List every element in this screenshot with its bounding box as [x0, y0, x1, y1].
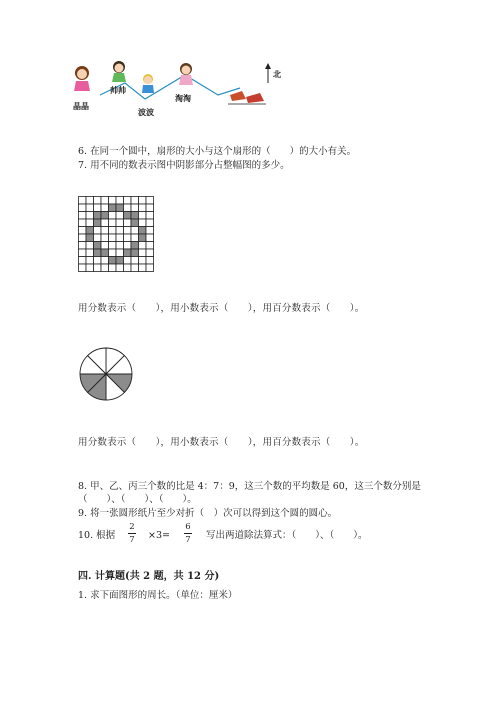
- grid-cell: [131, 204, 139, 212]
- grid-cell: [146, 257, 154, 265]
- shaded-circle-figure: [78, 346, 134, 402]
- grid-cell: [116, 197, 124, 205]
- grid-cell: [124, 249, 132, 257]
- grid-cell: [139, 242, 147, 250]
- grid-cell: [116, 249, 124, 257]
- grid-cell: [79, 264, 87, 272]
- grid-cell: [124, 219, 132, 227]
- fill-line-grid: 用分数表示（ ），用小数表示（ ），用百分数表示（ ）。: [78, 303, 365, 314]
- grid-cell: [101, 242, 109, 250]
- grid-cell: [109, 204, 117, 212]
- grid-cell: [109, 219, 117, 227]
- grid-cell: [101, 197, 109, 205]
- name-jingjing: 晶晶: [73, 101, 89, 111]
- question-9: 9. 将一张圆形纸片至少对折（ ）次可以得到这个圆的圆心。: [78, 508, 338, 519]
- grid-cell: [86, 212, 94, 220]
- grid-cell: [131, 242, 139, 250]
- grid-cell: [139, 249, 147, 257]
- grid-cell: [139, 264, 147, 272]
- section-heading: 四. 计算题(共 2 题，共 12 分): [78, 571, 220, 582]
- grid-cell: [86, 249, 94, 257]
- grid-cell: [101, 219, 109, 227]
- grid-cell: [131, 234, 139, 242]
- grid-cell: [79, 242, 87, 250]
- question-8-line-1: 8. 甲、乙、丙三个数的比是 4：7：9，这三个数的平均数是 60，这三个数分别是: [78, 481, 421, 492]
- grid-cell: [131, 212, 139, 220]
- grid-cell: [146, 204, 154, 212]
- calc-question-1: 1. 求下面图形的周长。（单位：厘米）: [78, 590, 238, 601]
- grid-cell: [139, 219, 147, 227]
- grid-cell: [116, 204, 124, 212]
- grid-cell: [116, 257, 124, 265]
- fraction-2-7: [126, 522, 138, 545]
- grid-cell: [124, 227, 132, 235]
- question-10-operator: ×3=: [148, 530, 170, 541]
- grid-cell: [139, 234, 147, 242]
- grid-cell: [86, 204, 94, 212]
- grid-cell: [124, 242, 132, 250]
- grid-cell: [116, 212, 124, 220]
- grid-cell: [86, 197, 94, 205]
- grid-cell: [86, 264, 94, 272]
- grid-cell: [131, 219, 139, 227]
- question-10-prefix: 10. 根据: [78, 530, 116, 541]
- question-7: 7. 用不同的数表示图中阴影部分占整幅图的多少。: [78, 160, 290, 171]
- grid-cell: [101, 264, 109, 272]
- grid-cell: [139, 197, 147, 205]
- grid-cell: [116, 242, 124, 250]
- grid-cell: [124, 234, 132, 242]
- grid-cell: [146, 227, 154, 235]
- grid-cell: [139, 227, 147, 235]
- grid-cell: [79, 197, 87, 205]
- question-10-suffix: 写出两道除法算式：（ ）、（ ）。: [206, 530, 368, 541]
- grid-cell: [116, 264, 124, 272]
- grid-cell: [79, 212, 87, 220]
- grid-cell: [124, 197, 132, 205]
- grid-cell: [109, 227, 117, 235]
- grid-cell: [86, 257, 94, 265]
- grid-cell: [94, 219, 102, 227]
- grid-cell: [146, 234, 154, 242]
- name-taotao: 淘淘: [175, 93, 191, 103]
- grid-cell: [79, 249, 87, 257]
- grid-cell: [124, 257, 132, 265]
- fraction-denominator: 7: [129, 535, 135, 545]
- grid-cell: [101, 212, 109, 220]
- fill-line-circle: 用分数表示（ ），用小数表示（ ），用百分数表示（ ）。: [78, 437, 365, 448]
- grid-cell: [146, 242, 154, 250]
- grid-cell: [146, 197, 154, 205]
- grid-cell: [94, 197, 102, 205]
- kid-jingjing-icon: [74, 66, 90, 91]
- grid-cell: [131, 249, 139, 257]
- grid-cell: [94, 204, 102, 212]
- question-8-line-2: （ ）、（ ）、（ ）。: [78, 494, 197, 505]
- grid-cell: [101, 257, 109, 265]
- kid-taotao-icon: [179, 63, 193, 85]
- grid-cell: [131, 227, 139, 235]
- grid-cell: [101, 249, 109, 257]
- grid-cell: [131, 264, 139, 272]
- grid-cell: [139, 204, 147, 212]
- north-label: 北: [273, 69, 281, 79]
- grid-cell: [139, 212, 147, 220]
- name-bobo: 波波: [138, 107, 154, 117]
- grid-cell: [146, 219, 154, 227]
- grid-cell: [124, 264, 132, 272]
- shaded-grid-figure: [78, 196, 154, 272]
- grid-cell: [101, 227, 109, 235]
- grid-cell: [146, 264, 154, 272]
- grid-cell: [101, 234, 109, 242]
- grid-cell: [94, 249, 102, 257]
- grid-cell: [109, 242, 117, 250]
- grid-cell: [94, 264, 102, 272]
- kid-shuaishuai-icon: [112, 61, 126, 82]
- grid-cell: [109, 257, 117, 265]
- grid-cell: [86, 234, 94, 242]
- grid-cell: [116, 219, 124, 227]
- fraction-6-7: [182, 522, 194, 545]
- grid-cell: [86, 242, 94, 250]
- grid-cell: [94, 227, 102, 235]
- grid-cell: [79, 204, 87, 212]
- grid-cell: [131, 257, 139, 265]
- grid-cell: [116, 227, 124, 235]
- grid-cell: [146, 212, 154, 220]
- grid-cell: [109, 249, 117, 257]
- grid-cell: [94, 234, 102, 242]
- grid-cell: [109, 234, 117, 242]
- grid-cell: [79, 234, 87, 242]
- grid-cell: [94, 257, 102, 265]
- grid-cell: [94, 242, 102, 250]
- grid-cell: [86, 219, 94, 227]
- grid-cell: [109, 264, 117, 272]
- grid-cell: [101, 204, 109, 212]
- grid-cell: [116, 234, 124, 242]
- fraction-numerator: 2: [129, 522, 135, 532]
- map-figure: [70, 55, 370, 125]
- grid-cell: [79, 257, 87, 265]
- fraction-denominator: 7: [185, 535, 191, 545]
- grid-cell: [109, 212, 117, 220]
- grid-cell: [86, 227, 94, 235]
- grid-cell: [79, 227, 87, 235]
- grid-cell: [124, 204, 132, 212]
- grid-cell: [79, 219, 87, 227]
- grid-cell: [131, 197, 139, 205]
- grid-cell: [94, 212, 102, 220]
- fraction-numerator: 6: [185, 522, 191, 532]
- grid-cell: [146, 249, 154, 257]
- name-shuaishuai: 帅帅: [110, 85, 126, 95]
- question-6: 6. 在同一个圆中，扇形的大小与这个扇形的（ ）的大小有关。: [78, 146, 357, 157]
- grid-cell: [124, 212, 132, 220]
- sleigh-icon: [228, 91, 266, 104]
- grid-cell: [109, 197, 117, 205]
- grid-cell: [139, 257, 147, 265]
- kid-bobo-icon: [142, 74, 154, 93]
